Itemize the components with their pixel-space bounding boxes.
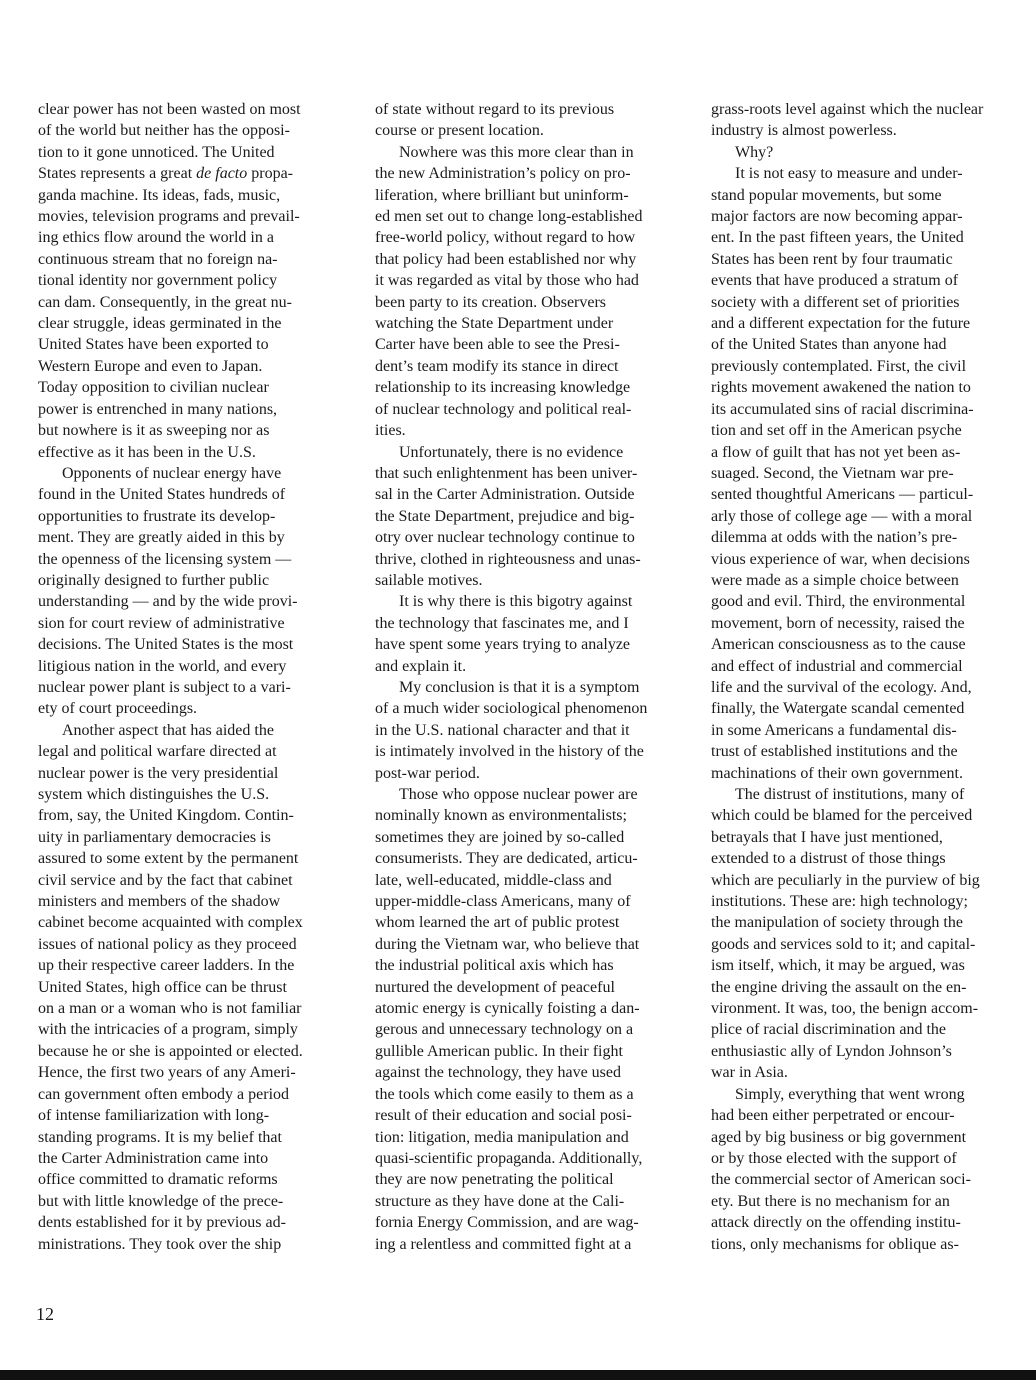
text-line: relationship to its increasing knowledge [375, 379, 631, 397]
text-column-3 [711, 99, 1015, 1255]
text-line: had been either perpetrated or encour- [711, 1107, 955, 1125]
text-line: in the U.S. national character and that it [375, 721, 630, 739]
paragraph [375, 591, 679, 677]
text-line: litigious nation in the world, and every [38, 657, 287, 675]
text-line: States has been rent by four traumatic [711, 250, 953, 268]
text-line: vironment. It was, too, the benign accom- [711, 1000, 979, 1018]
text-line: society with a different set of priorities [711, 293, 960, 311]
text-line: nuclear power is the very presidential [38, 764, 279, 782]
text-line: Carter have been able to see the Presi- [375, 336, 620, 354]
text-line: ministrations. They took over the ship [38, 1235, 282, 1253]
text-line: with the intricacies of a program, simply [38, 1021, 298, 1039]
paragraph [375, 442, 679, 592]
text-line: Today opposition to civilian nuclear [38, 379, 269, 397]
text-line: the manipulation of society through the [711, 914, 963, 932]
text-line: late, well-educated, middle-class and [375, 871, 612, 889]
text-line: it was regarded as vital by those who had [375, 272, 639, 290]
text-line: that policy had been established nor why [375, 250, 637, 268]
text-line: cabinet become acquainted with complex [38, 914, 303, 932]
text-line: its accumulated sins of racial discrimina- [711, 400, 974, 418]
text-line: dent’s team modify its stance in direct [375, 357, 619, 375]
scan-edge-bar [0, 1370, 1036, 1380]
text-line: against the technology, they have used [375, 1064, 621, 1082]
text-line: Western Europe and even to Japan. [38, 357, 263, 375]
text-line: the commercial sector of American soci- [711, 1171, 971, 1189]
text-line: suaged. Second, the Vietnam war pre- [711, 464, 954, 482]
text-line: been party to its creation. Observers [375, 293, 607, 311]
text-line: atomic energy is cynically foisting a dan- [375, 1000, 640, 1018]
text-line: clear struggle, ideas germinated in the [38, 315, 282, 333]
text-line: of state without regard to its previous [375, 101, 615, 118]
text-line: decisions. The United States is the most [38, 636, 294, 654]
text-line: ment. They are greatly aided in this by [38, 529, 285, 547]
text-line: power is entrenched in many nations, [38, 400, 278, 418]
text-line: up their respective career ladders. In the [38, 957, 295, 975]
text-line: whom learned the art of public protest [375, 914, 620, 932]
text-line: but with little knowledge of the prece- [38, 1192, 284, 1210]
text-line: goods and services sold to it; and capital- [711, 935, 976, 953]
text-line: continuous stream that no foreign na- [38, 250, 278, 268]
text-line: a flow of guilt that has not yet been as- [711, 443, 961, 461]
paragraph [38, 463, 338, 720]
text-line: Those who oppose nuclear power are [399, 786, 638, 803]
text-line: finally, the Watergate scandal cemented [711, 700, 965, 718]
text-line: on a man or a woman who is not familiar [38, 1000, 302, 1018]
text-line: but nowhere is it as sweeping nor as [38, 422, 270, 440]
paragraph [375, 99, 679, 142]
text-line: of a much wider sociological phenomenon [375, 700, 648, 718]
text-line: ing a relentless and committed fight at a [375, 1235, 632, 1253]
page-number: 12 [36, 1304, 54, 1324]
text-line: which could be blamed for the perceived [711, 807, 973, 825]
text-line: machinations of their own government. [711, 764, 963, 782]
text-line: Simply, everything that went wrong [735, 1085, 965, 1103]
paragraph [38, 99, 338, 463]
text-line: Opponents of nuclear energy have [62, 464, 282, 482]
text-line: opportunities to frustrate its develop- [38, 507, 276, 525]
text-line: quasi-scientific propaganda. Additionally, [375, 1149, 643, 1167]
text-line: Unfortunately, there is no evidence [399, 443, 624, 461]
text-line: enthusiastic ally of Lyndon Johnson’s [711, 1042, 952, 1060]
paragraph [711, 1084, 1015, 1255]
text-line: the industrial political axis which has [375, 957, 614, 975]
text-line: they are now penetrating the political [375, 1171, 614, 1189]
text-line: legal and political warfare directed at [38, 743, 277, 761]
text-line: found in the United States hundreds of [38, 486, 286, 504]
text-column-2 [375, 99, 679, 1255]
text-line: war in Asia. [711, 1064, 788, 1082]
paragraph [375, 677, 679, 784]
text-line: have spent some years trying to analyze [375, 636, 631, 654]
text-line: fornia Energy Commission, and are wag- [375, 1214, 639, 1232]
text-line: ganda machine. Its ideas, fads, music, [38, 186, 281, 204]
text-line: plice of racial discrimination and the [711, 1021, 947, 1039]
text-line: stand popular movements, but some [711, 186, 942, 204]
text-line: nurtured the development of peaceful [375, 978, 615, 996]
text-line: movement, born of necessity, raised the [711, 614, 965, 632]
text-line: movies, television programs and prevail- [38, 208, 300, 226]
text-line: consumerists. They are dedicated, articu- [375, 850, 638, 868]
paragraph [711, 784, 1015, 1084]
text-line: The distrust of institutions, many of [735, 786, 965, 803]
text-line: nuclear power plant is subject to a vari- [38, 678, 291, 696]
text-line: of the world but neither has the opposi- [38, 122, 290, 140]
text-line: vious experience of war, when decisions [711, 550, 970, 568]
text-line: dents established for it by previous ad- [38, 1214, 286, 1232]
text-line: life and the survival of the ecology. And, [711, 678, 972, 696]
paragraph [711, 142, 1015, 163]
text-line: is intimately involved in the history of the [375, 743, 644, 761]
text-line: sion for court review of administrative [38, 614, 285, 632]
text-line: Why? [735, 143, 774, 161]
text-line: and effect of industrial and commercial [711, 657, 963, 675]
text-line: understanding — and by the wide provi- [38, 593, 298, 611]
text-line: gerous and unnecessary technology on a [375, 1021, 634, 1039]
text-line: office committed to dramatic reforms [38, 1171, 278, 1189]
text-line: and a different expectation for the future [711, 315, 971, 333]
text-line: United States, high office can be thrust [38, 978, 287, 996]
text-line: effective as it has been in the U.S. [38, 443, 256, 461]
text-line: which are peculiarly in the purview of big [711, 871, 980, 889]
paragraph [375, 784, 679, 1255]
paragraph [711, 163, 1015, 784]
text-line: of nuclear technology and political real- [375, 400, 632, 418]
text-line: ed men set out to change long-established [375, 208, 643, 226]
text-line: civil service and by the fact that cabinet [38, 871, 293, 889]
text-line: clear power has not been wasted on most [38, 101, 301, 118]
text-line: result of their education and social posi- [375, 1107, 632, 1125]
text-line: the engine driving the assault on the en- [711, 978, 967, 996]
text-line: originally designed to further public [38, 571, 270, 589]
text-line: American consciousness as to the cause [711, 636, 966, 654]
text-line: can dam. Consequently, in the great nu- [38, 293, 292, 311]
text-line: the new Administration’s policy on pro- [375, 165, 631, 183]
text-line: rights movement awakened the nation to [711, 379, 971, 397]
text-line: ing ethics flow around the world in a [38, 229, 274, 247]
text-line: tional identity nor government policy [38, 272, 278, 290]
text-line: thrive, clothed in righteousness and unas- [375, 550, 641, 568]
text-line: sal in the Carter Administration. Outside [375, 486, 635, 504]
text-line: liferation, where brilliant but uninform- [375, 186, 629, 204]
text-line: ministers and members of the shadow [38, 893, 281, 911]
text-line: trust of established institutions and the [711, 743, 958, 761]
text-line: tion to it gone unnoticed. The United [38, 143, 275, 161]
text-line: Hence, the first two years of any Ameri- [38, 1064, 296, 1082]
text-line: tion: litigation, media manipulation and [375, 1128, 629, 1146]
text-line: the openness of the licensing system — [38, 550, 292, 568]
text-line: or by those elected with the support of [711, 1149, 957, 1167]
text-line: sented thoughtful Americans — particul- [711, 486, 974, 504]
text-line: watching the State Department under [375, 315, 614, 333]
text-line: of the United States than anyone had [711, 336, 947, 354]
text-line: that such enlightenment has been univer- [375, 464, 638, 482]
text-line: during the Vietnam war, who believe that [375, 935, 640, 953]
text-line: upper-middle-class Americans, many of [375, 893, 631, 911]
text-line: free-world policy, without regard to how [375, 229, 636, 247]
text-line: Nowhere was this more clear than in [399, 143, 634, 161]
text-line: because he or she is appointed or elected. [38, 1042, 303, 1060]
text-line: in some Americans a fundamental dis- [711, 721, 957, 739]
text-line: institutions. These are: high technology; [711, 893, 968, 911]
text-line: ities. [375, 422, 406, 440]
text-line: issues of national policy as they proceed [38, 935, 297, 953]
text-line: were made as a simple choice between [711, 571, 959, 589]
text-line: tions, only mechanisms for oblique as- [711, 1235, 959, 1253]
text-line: sometimes they are joined by so-called [375, 828, 625, 846]
text-line: My conclusion is that it is a symptom [399, 678, 640, 696]
text-line: uity in parliamentary democracies is [38, 828, 271, 846]
text-line: assured to some extent by the permanent [38, 850, 299, 868]
paragraph [711, 99, 1015, 142]
text-line: aged by big business or big government [711, 1128, 967, 1146]
text-line: dilemma at odds with the nation’s pre- [711, 529, 958, 547]
text-line: from, say, the United Kingdom. Contin- [38, 807, 294, 825]
text-column-1 [38, 99, 338, 1255]
text-line: grass-roots level against which the nuclear [711, 101, 984, 118]
text-line: the tools which come easily to them as a [375, 1085, 634, 1103]
text-line: the Carter Administration came into [38, 1149, 269, 1167]
text-line: good and evil. Third, the environmental [711, 593, 966, 611]
text-line: the technology that fascinates me, and I [375, 614, 629, 632]
text-line: United States have been exported to [38, 336, 269, 354]
text-line: ety of court proceedings. [38, 700, 198, 718]
text-line: otry over nuclear technology continue to [375, 529, 635, 547]
text-line: structure as they have done at the Cali- [375, 1192, 625, 1210]
text-line: can government often embody a period [38, 1085, 290, 1103]
text-line: ism itself, which, it may be argued, was [711, 957, 965, 975]
text-line: and explain it. [375, 657, 467, 675]
text-line: arly those of college age — with a moral [711, 507, 973, 525]
text-line: tion and set off in the American psyche [711, 422, 962, 440]
paragraph [375, 142, 679, 442]
text-line: system which distinguishes the U.S. [38, 786, 270, 803]
text-line: previously contemplated. First, the civil [711, 357, 967, 375]
text-line: major factors are now becoming appar- [711, 208, 963, 226]
text-line: Another aspect that has aided the [62, 721, 274, 739]
text-line: attack directly on the offending institu- [711, 1214, 961, 1232]
text-line: ety. But there is no mechanism for an [711, 1192, 950, 1210]
text-line: gullible American public. In their fight [375, 1042, 623, 1060]
text-line: industry is almost powerless. [711, 122, 897, 140]
text-line: post-war period. [375, 764, 480, 782]
text-line: It is why there is this bigotry against [399, 593, 633, 611]
text-line: events that have produced a stratum of [711, 272, 959, 290]
text-line: extended to a distrust of those things [711, 850, 946, 868]
paragraph [38, 720, 338, 1255]
text-line: the State Department, prejudice and big- [375, 507, 635, 525]
text-line: betrayals that I have just mentioned, [711, 828, 943, 846]
text-line: It is not easy to measure and under- [735, 165, 963, 183]
text-line: States represents a great de facto propa- [38, 165, 294, 183]
text-line: nominally known as environmentalists; [375, 807, 627, 825]
text-line: standing programs. It is my belief that [38, 1128, 282, 1146]
text-line: course or present location. [375, 122, 544, 140]
text-line: ent. In the past fifteen years, the United [711, 229, 964, 247]
text-line: sailable motives. [375, 571, 483, 589]
text-line: of intense familiarization with long- [38, 1107, 270, 1125]
